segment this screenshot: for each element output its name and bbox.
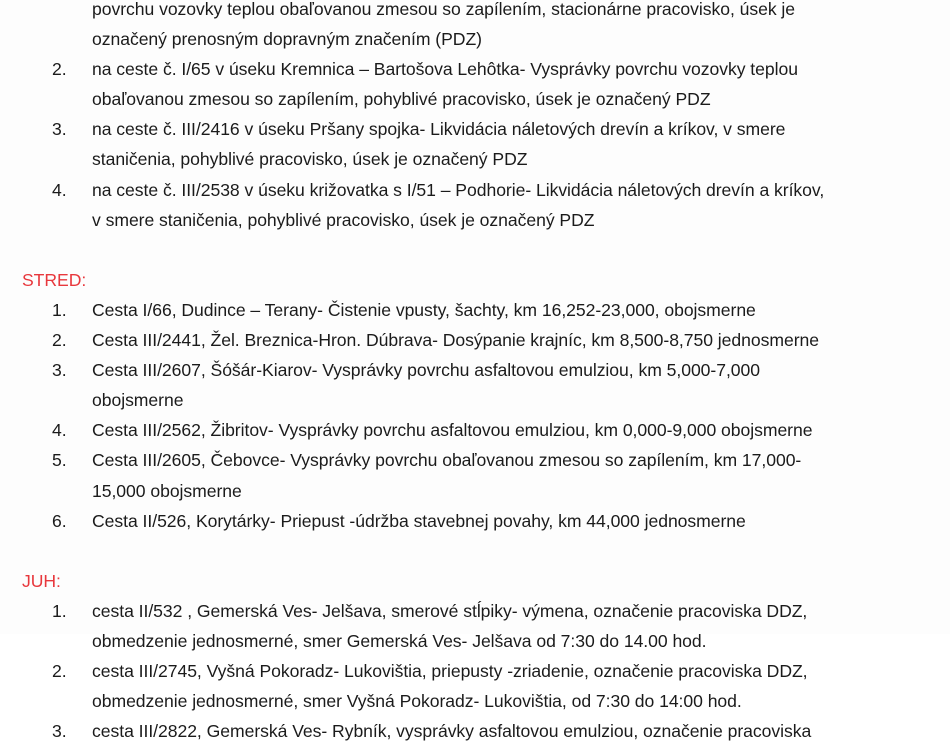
section-heading-juh: JUH: (22, 570, 61, 591)
list-item-number: 4. (52, 420, 67, 441)
section-list-juh (0, 596, 950, 746)
list-item-number: 3. (52, 119, 67, 140)
list-item-number: 5. (52, 450, 67, 471)
list-item-line: obmedzenie jednosmerné, smer Gemerská Ves- Jelšava od 7:30 do 14.00 hod. (92, 630, 707, 651)
list-item (0, 325, 950, 355)
list-item-line: v smere staničenia, pohyblivé pracovisko, úsek je označený PDZ (92, 209, 595, 230)
list-item-line: Cesta III/2607, Šóšár-Kiarov- Vysprávky povrchu asfaltovou emulziou, km 5,000-7,000 (92, 360, 760, 381)
list-item (0, 114, 950, 174)
list-item-line: Cesta II/526, Korytárky- Priepust -údržba stavebnej povahy, km 44,000 jednosmerne (92, 510, 746, 531)
list-item (0, 596, 950, 656)
list-item (0, 295, 950, 325)
list-item-line: Cesta I/66, Dudince – Terany- Čistenie vpusty, šachty, km 16,252-23,000, obojsmerne (92, 299, 756, 320)
list-item-line: cesta III/2745, Vyšná Pokoradz- Lukovištia, priepusty -zriadenie, označenie pracoviska DDZ, (92, 661, 808, 682)
list-item-line: na ceste č. III/2416 v úseku Pršany spojka- Likvidácia náletových drevín a kríkov, v smere (92, 119, 786, 140)
section-heading-stred: STRED: (22, 269, 87, 290)
list-item (0, 445, 950, 505)
list-item-line: obmedzenie jednosmerné, smer Vyšná Pokoradz- Lukovištia, od 7:30 do 14:00 hod. (92, 691, 742, 712)
list-item-number: 1. (52, 299, 67, 320)
list-item-number: 2. (52, 59, 67, 80)
list-item-line: Cesta III/2605, Čebovce- Vysprávky povrchu obaľovanou zmesou so zapílením, km 17,000- (92, 450, 802, 471)
list-item-number: 2. (52, 330, 67, 351)
list-item-line: označený prenosným dopravným značením (PDZ) (92, 29, 482, 50)
list-item (0, 656, 950, 716)
list-item-line: povrchu vozovky teplou obaľovanou zmesou so zapílením, stacionárne pracovisko, úsek je (92, 0, 796, 19)
section-list-stred (0, 295, 950, 536)
list-item (0, 355, 950, 415)
paragraph-spacer (0, 536, 950, 566)
list-item-line: 15,000 obojsmerne (92, 480, 242, 501)
section-list-continued (0, 54, 950, 235)
list-item-number: 1. (52, 600, 67, 621)
list-item (0, 415, 950, 445)
list-item (0, 716, 950, 746)
list-item-number: 2. (52, 661, 67, 682)
list-item-line: Cesta III/2441, Žel. Breznica-Hron. Dúbrava- Dosýpanie krajníc, km 8,500-8,750 jednosmerne (92, 330, 819, 351)
list-item-line: na ceste č. I/65 v úseku Kremnica – Bartošova Lehôtka- Vysprávky povrchu vozovky teplou (92, 59, 798, 80)
list-item-number: 3. (52, 721, 67, 742)
list-item (0, 54, 950, 114)
list-item-number: 3. (52, 360, 67, 381)
partial-item-list (0, 0, 950, 54)
list-item-line: Cesta III/2562, Žibritov- Vysprávky povrchu asfaltovou emulziou, km 0,000-9,000 obojsmerne (92, 420, 813, 441)
list-item-line: staničenia, pohyblivé pracovisko, úsek je označený PDZ (92, 149, 528, 170)
list-item (0, 0, 950, 54)
list-item-line: obaľovanou zmesou so zapílením, pohyblivé pracovisko, úsek je označený PDZ (92, 89, 711, 110)
list-item-line: cesta III/2822, Gemerská Ves- Rybník, vysprávky asfaltovou emulziou, označenie pracoviska (92, 721, 812, 742)
list-item (0, 506, 950, 536)
list-item (0, 175, 950, 235)
list-item-number: 6. (52, 510, 67, 531)
list-item-line: obojsmerne (92, 390, 184, 411)
list-item-number: 4. (52, 179, 67, 200)
paragraph-spacer (0, 235, 950, 265)
list-item-line: na ceste č. III/2538 v úseku križovatka s I/51 – Podhorie- Likvidácia náletových drevín a kríkov, (92, 179, 825, 200)
list-item-line: cesta II/532 , Gemerská Ves- Jelšava, smerové stĺpiky- výmena, označenie pracoviska DDZ, (92, 600, 808, 621)
